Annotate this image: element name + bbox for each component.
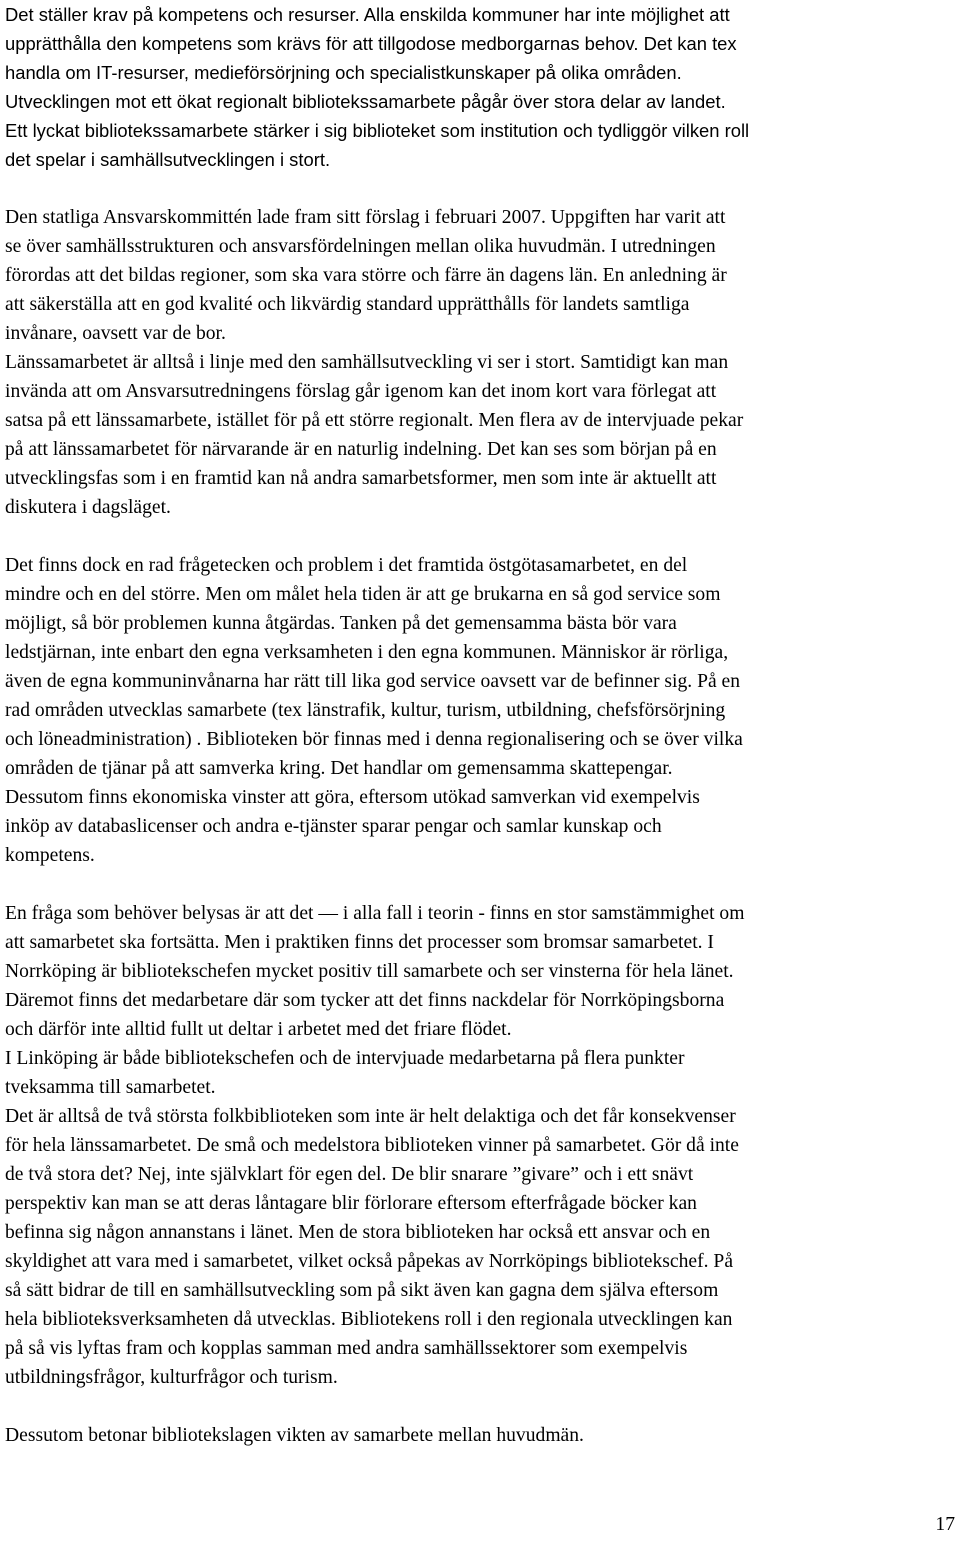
text-line: se över samhällsstrukturen och ansvarsfördelningen mellan olika huvudmän. I utredningen <box>5 236 716 257</box>
text-line: I Linköping är både bibliotekschefen och de intervjuade medarbetarna på flera punkter <box>5 1048 685 1069</box>
text-line: Det ställer krav på kompetens och resurser. Alla enskilda kommuner har inte möjlighet att <box>5 4 730 25</box>
text-line: diskutera i dagsläget. <box>5 497 171 518</box>
text-line: rad områden utvecklas samarbete (tex länstrafik, kultur, turism, utbildning, chefsförsörjning <box>5 700 726 721</box>
text-line: befinna sig någon annanstans i länet. Men de stora biblioteken har också ett ansvar och en <box>5 1222 711 1243</box>
paragraph-spacer <box>5 1392 957 1421</box>
text-line: skyldighet att vara med i samarbetet, vilket också påpekas av Norrköpings bibliotekschef. På <box>5 1251 734 1272</box>
text-line: även de egna kommuninvånarna har rätt till lika god service oavsett var de befinner sig. På en <box>5 671 741 692</box>
paragraph-spacer <box>5 870 957 899</box>
paragraph <box>5 348 957 522</box>
text-line: En fråga som behöver belysas är att det — i alla fall i teorin - finns en stor samstämmighet om <box>5 903 745 924</box>
paragraph <box>5 1044 957 1102</box>
text-line: ledstjärnan, inte enbart den egna verksamheten i den egna kommunen. Människor är rörliga, <box>5 642 729 663</box>
text-line: satsa på ett länssamarbete, istället för på ett större regionalt. Men flera av de intervjuade pekar <box>5 410 744 431</box>
text-line: och löneadministration) . Biblioteken bör finnas med i denna regionalisering och se över vilka <box>5 729 743 750</box>
paragraph <box>5 1421 957 1450</box>
paragraph <box>5 551 957 783</box>
paragraph <box>5 1102 957 1392</box>
text-line: utvecklingsfas som i en framtid kan nå andra samarbetsformer, men som inte är aktuellt att <box>5 468 717 489</box>
text-line: så sätt bidrar de till en samhällsutveckling som på sikt även kan gagna dem själva eftersom <box>5 1280 719 1301</box>
text-line: Utvecklingen mot ett ökat regionalt bibliotekssamarbete pågår över stora delar av landet. <box>5 91 726 112</box>
paragraph <box>5 899 957 1044</box>
text-line: Däremot finns det medarbetare där som tycker att det finns nackdelar för Norrköpingsborna <box>5 990 725 1011</box>
text-line: att samarbetet ska fortsätta. Men i praktiken finns det processer som bromsar samarbetet. I <box>5 932 714 953</box>
text-line: utbildningsfrågor, kulturfrågor och turism. <box>5 1367 338 1388</box>
text-line: hela biblioteksverksamheten då utvecklas. Bibliotekens roll i den regionala utvecklingen kan <box>5 1309 733 1330</box>
text-line: möjligt, så bör problemen kunna åtgärdas. Tanken på det gemensamma bästa bör vara <box>5 613 677 634</box>
paragraph-spacer <box>5 174 957 203</box>
text-line: invända att om Ansvarsutredningens förslag går igenom kan det inom kort vara förlegat att <box>5 381 717 402</box>
text-line: invånare, oavsett var de bor. <box>5 323 226 344</box>
paragraph <box>5 783 957 870</box>
text-line: på att länssamarbetet för närvarande är en naturlig indelning. Det kan ses som början på en <box>5 439 717 460</box>
text-line: Ett lyckat bibliotekssamarbete stärker i sig biblioteket som institution och tydliggör vilken roll <box>5 120 750 141</box>
text-line: inköp av databaslicenser och andra e-tjänster sparar pengar och samlar kunskap och <box>5 816 662 837</box>
page-number: 17 <box>935 1514 955 1535</box>
text-line: Dessutom finns ekonomiska vinster att göra, eftersom utökad samverkan vid exempelvis <box>5 787 700 808</box>
text-line: de två stora det? Nej, inte självklart för egen del. De blir snarare ”givare” och i ett snävt <box>5 1164 694 1185</box>
text-line: och därför inte alltid fullt ut deltar i arbetet med det friare flödet. <box>5 1019 512 1040</box>
text-line: mindre och en del större. Men om målet hela tiden är att ge brukarna en så god service som <box>5 584 721 605</box>
text-line: handla om IT-resurser, medieförsörjning och specialistkunskaper på olika områden. <box>5 62 682 83</box>
text-line: Det är alltså de två största folkbiblioteken som inte är helt delaktiga och det får konsekvenser <box>5 1106 736 1127</box>
text-line: upprätthålla den kompetens som krävs för att tillgodose medborgarnas behov. Det kan tex <box>5 33 737 54</box>
text-line: Dessutom betonar bibliotekslagen vikten av samarbete mellan huvudmän. <box>5 1425 584 1446</box>
text-line: på så vis lyftas fram och kopplas samman med andra samhällssektorer som exempelvis <box>5 1338 688 1359</box>
text-line: Det finns dock en rad frågetecken och problem i det framtida östgötasamarbetet, en del <box>5 555 688 576</box>
paragraph <box>5 203 957 348</box>
text-line: områden de tjänar på att samverka kring. Det handlar om gemensamma skattepengar. <box>5 758 673 779</box>
text-line: Den statliga Ansvarskommittén lade fram sitt förslag i februari 2007. Uppgiften har varit att <box>5 207 726 228</box>
paragraph-spacer <box>5 522 957 551</box>
document-body <box>5 0 957 1450</box>
text-line: Länssamarbetet är alltså i linje med den samhällsutveckling vi ser i stort. Samtidigt kan man <box>5 352 729 373</box>
text-line: kompetens. <box>5 845 95 866</box>
text-line: förordas att det bildas regioner, som ska vara större och färre än dagens län. En anledning är <box>5 265 727 286</box>
text-line: Norrköping är bibliotekschefen mycket positiv till samarbete och ser vinsterna för hela länet. <box>5 961 734 982</box>
text-line: för hela länssamarbetet. De små och medelstora biblioteken vinner på samarbetet. Gör då inte <box>5 1135 739 1156</box>
text-line: det spelar i samhällsutvecklingen i stort. <box>5 149 331 170</box>
text-line: perspektiv kan man se att deras låntagare blir förlorare eftersom efterfrågade böcker kan <box>5 1193 697 1214</box>
paragraph <box>5 0 957 174</box>
text-line: tveksamma till samarbetet. <box>5 1077 216 1098</box>
text-line: att säkerställa att en god kvalité och likvärdig standard upprätthålls för landets samtliga <box>5 294 690 315</box>
